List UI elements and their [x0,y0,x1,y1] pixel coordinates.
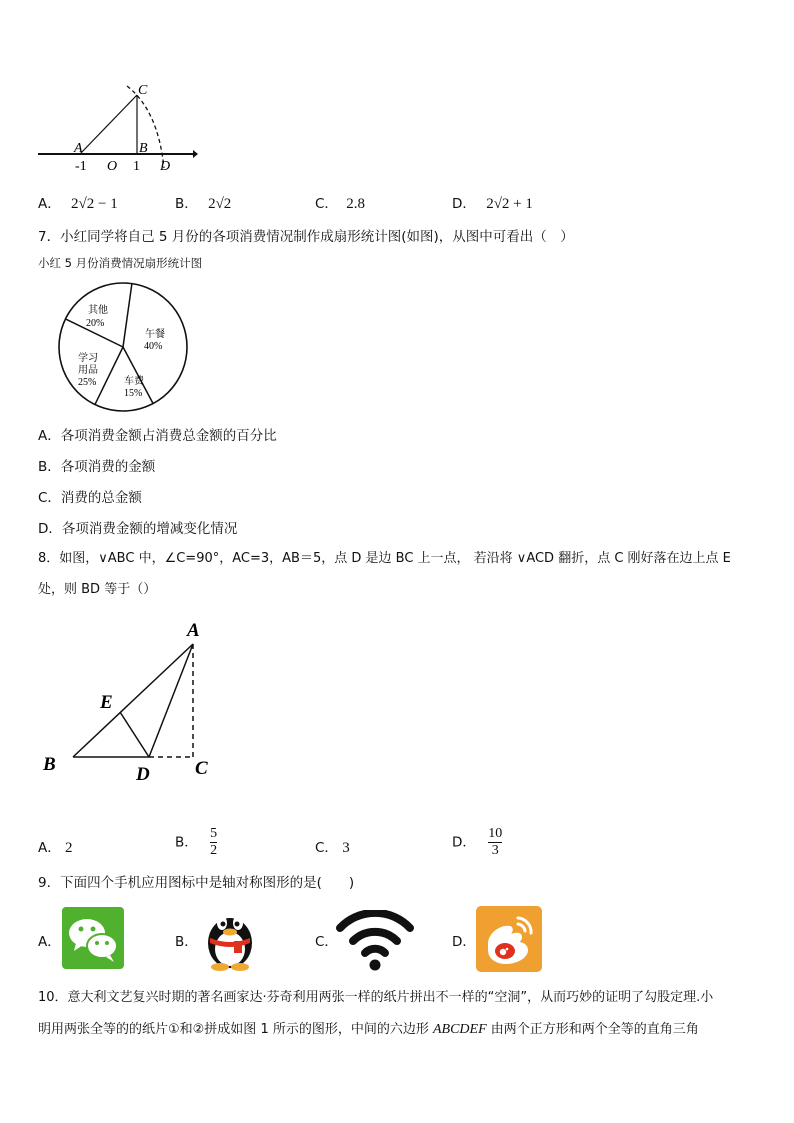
denominator: 2 [210,843,218,858]
option-value: 2.8 [346,196,365,212]
q7-chart-title: 小红 5 月份消费情况扇形统计图 [38,256,203,270]
pie-label-study-1: 学习 [78,353,98,364]
q8-option-c[interactable] [315,836,350,857]
option-letter: D． [452,834,476,851]
label-E: E [100,692,113,713]
option-value: 2 [65,840,73,856]
q7-option-d[interactable]: D．各项消费金额的增减变化情况 [38,521,238,537]
q8-option-a[interactable] [38,836,73,857]
segment-AD [149,644,193,757]
pie-label-lunch: 午餐 [145,329,165,340]
fraction [488,826,502,859]
q6-option-c[interactable] [315,192,365,213]
axis-arrow [193,150,198,158]
segment-AC [80,95,137,154]
q8-option-d[interactable] [452,826,502,859]
hexagon-name: ABCDEF [432,1022,487,1037]
label-B: B [139,141,148,156]
option-letter: D． [452,196,476,212]
weibo-icon[interactable] [476,906,542,972]
label-1: 1 [133,159,140,174]
q7-pie-chart [50,275,200,420]
q8-option-b[interactable] [175,826,217,859]
numerator: 5 [210,826,218,841]
q9-option-a-letter[interactable]: A． [38,934,61,950]
option-letter: C． [315,840,338,856]
wifi-icon[interactable] [336,910,414,972]
q7-option-b[interactable]: B．各项消费的金额 [38,459,156,475]
label-D: D [136,764,150,785]
q10-line-2-part-c: 由两个正方形和两个全等的直角三角 [486,1022,699,1037]
segment-AB [73,644,193,757]
fraction [210,826,217,859]
numerator: 10 [488,826,503,841]
pie-pct-lunch: 40% [144,341,163,352]
q10-line-2 [38,1020,699,1040]
label-C: C [195,758,208,779]
label-neg1: -1 [75,159,87,174]
option-letter: C． [315,196,338,212]
label-A: A [74,141,83,156]
qq-penguin-icon[interactable] [200,905,260,971]
option-letter: B． [175,196,198,212]
option-value: 3 [342,840,350,856]
q8-stem-line-2: 处，则 BD 等于（） [38,582,157,597]
denominator: 3 [491,843,499,858]
pie-label-study-2: 用品 [78,365,98,376]
q7-option-a[interactable]: A．各项消费金额占消费总金额的百分比 [38,428,277,444]
option-letter: A． [38,840,61,856]
q9-option-d-letter[interactable]: D． [452,934,476,950]
wechat-icon[interactable] [62,907,124,969]
q8-triangle-figure [35,612,225,787]
q6-number-line-figure [30,80,210,175]
q6-option-a[interactable] [38,192,118,213]
q6-option-d[interactable] [452,192,533,213]
pie-label-fare: 车费 [124,376,144,387]
q9-stem: 9．下面四个手机应用图标中是轴对称图形的是( ) [38,875,355,891]
q7-stem: 7．小红同学将自己 5 月份的各项消费情况制作成扇形统计图(如图)，从图中可看出（ ） [38,229,574,245]
q7-option-c[interactable]: C．消费的总金额 [38,490,142,506]
label-D: D [160,159,171,174]
q10-line-1: 10．意大利文艺复兴时期的著名画家达·芬奇利用两张一样的纸片拼出不一样的“空洞”，从而巧妙的证明了勾股定理.小 [38,990,714,1005]
label-B: B [43,754,56,775]
pie-pct-other: 20% [86,318,105,329]
option-letter: A． [38,196,61,212]
option-value: 2√2 [208,196,232,212]
q8-stem-line-1: 8．如图，∨ABC 中，∠C=90°，AC=3，AB＝5，点 D 是边 BC 上一点， 若沿将 ∨ACD 翻折，点 C 刚好落在边上点 E [38,551,731,566]
q9-option-b-letter[interactable]: B． [175,934,198,950]
segment-ED [120,712,149,757]
label-A: A [187,620,200,641]
q10-line-2-part-a: 明用两张全等的的纸片①和②拼成如图 1 所示的图形，中间的六边形 [38,1022,433,1037]
pie-pct-fare: 15% [124,388,143,399]
option-letter: B． [175,834,198,851]
option-value: 2√2 + 1 [486,196,533,212]
label-C: C [138,83,148,98]
q9-option-c-letter[interactable]: C． [315,934,338,950]
label-O: O [107,159,118,174]
q6-option-b[interactable] [175,192,231,213]
option-value: 2√2 − 1 [71,196,118,212]
pie-pct-study: 25% [78,377,97,388]
pie-label-other: 其他 [88,305,108,316]
